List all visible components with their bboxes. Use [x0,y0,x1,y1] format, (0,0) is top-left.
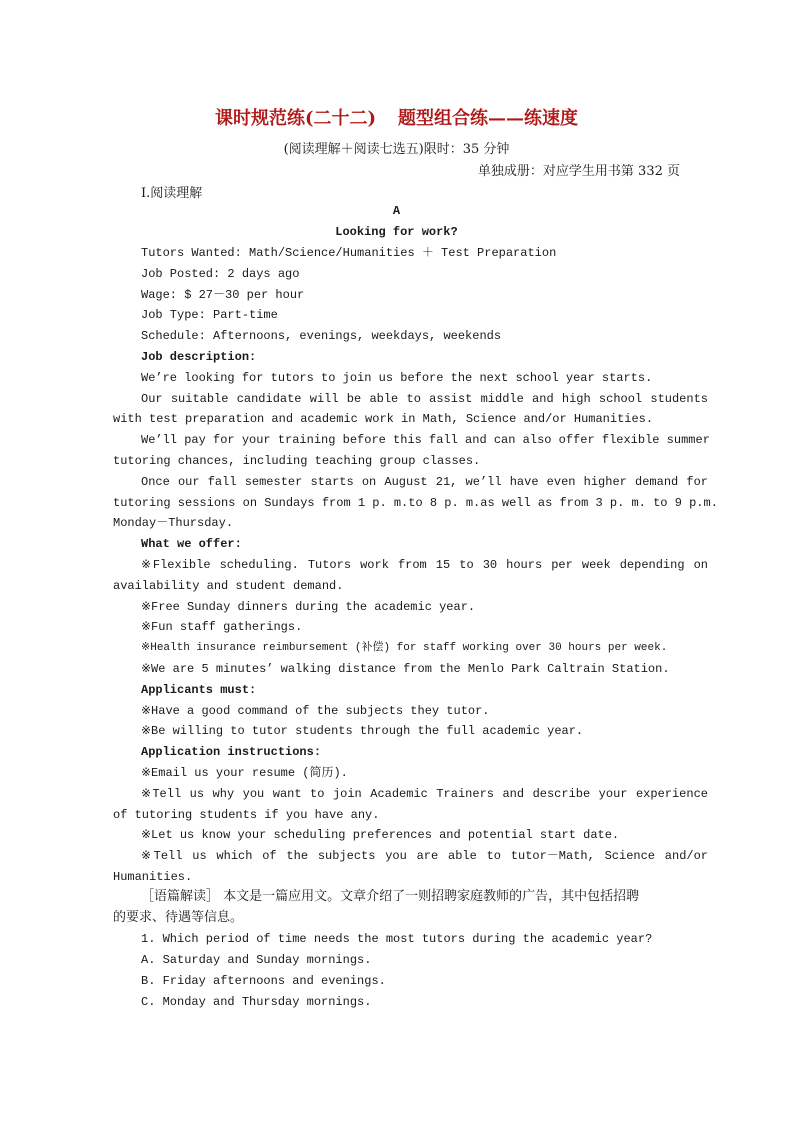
application-instructions-heading: Application instructions: [141,745,322,759]
must-item-2: ※Be willing to tutor students through the full academic year. [141,724,584,738]
offer-item-4: ※Health insurance reimbursement (补偿) for staff working over 30 hours per week. [141,642,668,654]
desc-paragraph-4-line-1: Once our fall semester starts on August 21, we’ll have even higher demand for [141,475,708,489]
title-sub: 题型组合练——练速度 [398,108,579,129]
passage-analysis-line-1: ［语篇解读］ 本文是一篇应用文。文章介绍了一则招聘家庭教师的广告，其中包括招聘 [141,889,640,904]
passage-analysis-line-2: 的要求、待遇等信息。 [113,910,244,925]
desc-paragraph-2-line-2: with test preparation and academic work in Math, Science and/or Humanities. [113,412,654,426]
instruction-item-2-line-2: of tutoring students if you have any. [113,808,380,822]
offer-item-2: ※Free Sunday dinners during the academic year. [141,600,476,614]
passage-title: Looking for work? [335,225,458,239]
must-item-1: ※Have a good command of the subjects they tutor. [141,704,490,718]
instruction-item-1: ※Email us your resume (简历). [141,766,348,780]
book-reference-note: 单独成册：对应学生用书第 332 页 [477,164,680,179]
title-main: 课时规范练(二十二) [214,108,377,129]
question-1-option-c: C. Monday and Thursday mornings. [141,995,372,1009]
applicants-must-heading: Applicants must: [141,683,257,697]
page-title [0,104,793,130]
instruction-item-2-line-1: ※Tell us why you want to join Academic Trainers and describe your experience [141,787,708,801]
question-1-stem: 1. Which period of time needs the most tutors during the academic year? [141,932,653,946]
desc-paragraph-2-line-1: Our suitable candidate will be able to assist middle and high school students [141,392,708,406]
subtitle: (阅读理解＋阅读七选五)限时：35 分钟 [283,142,510,157]
ad-job-posted: Job Posted: 2 days ago [141,267,300,281]
instruction-item-4-line-2: Humanities. [113,870,193,884]
offer-item-1-line-1: ※Flexible scheduling. Tutors work from 15 to 30 hours per week depending on [141,558,708,572]
section-label: Ⅰ.阅读理解 [141,186,203,201]
offer-heading: What we offer: [141,537,242,551]
desc-paragraph-4-line-2: tutoring sessions on Sundays from 1 p. m.to 8 p. m.as well as from 3 p. m. to 9 p.m. [113,496,718,510]
instruction-item-3: ※Let us know your scheduling preferences and potential start date. [141,828,620,842]
desc-paragraph-3-line-1: We’ll pay for your training before this fall and can also offer flexible summer [141,433,710,447]
question-1-option-a: A. Saturday and Sunday mornings. [141,953,372,967]
desc-paragraph-4-line-3: Monday－Thursday. [113,516,234,530]
ad-job-type: Job Type: Part-time [141,308,278,322]
job-description-heading: Job description: [141,350,257,364]
offer-item-3: ※Fun staff gatherings. [141,620,303,634]
ad-tutors-wanted: Tutors Wanted: Math/Science/Humanities ＋ Test Preparation [141,246,557,260]
instruction-item-4-line-1: ※Tell us which of the subjects you are able to tutor－Math, Science and/or [141,849,708,863]
offer-item-1-line-2: availability and student demand. [113,579,344,593]
offer-item-5: ※We are 5 minutes’ walking distance from the Menlo Park Caltrain Station. [141,662,670,676]
question-1-option-b: B. Friday afternoons and evenings. [141,974,386,988]
ad-wage: Wage: $ 27－30 per hour [141,288,305,302]
desc-paragraph-3-line-2: tutoring chances, including teaching group classes. [113,454,481,468]
ad-schedule: Schedule: Afternoons, evenings, weekdays, weekends [141,329,502,343]
passage-letter: A [392,204,401,218]
desc-paragraph-1: We’re looking for tutors to join us before the next school year starts. [141,371,653,385]
